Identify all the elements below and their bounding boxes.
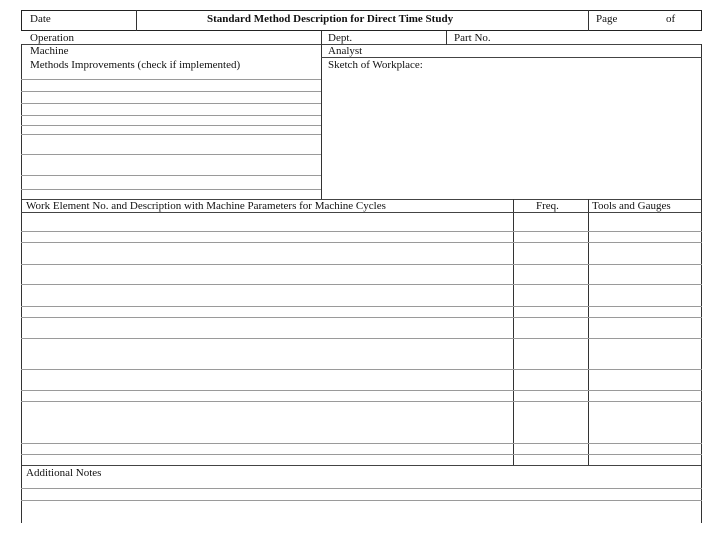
tools-column-divider	[588, 199, 589, 465]
table-row-line	[21, 231, 702, 232]
sketch-divider	[321, 44, 322, 200]
table-row-line	[21, 454, 702, 455]
table-row-line	[21, 369, 702, 370]
methods-line	[21, 115, 321, 116]
analyst-row-bottom	[321, 57, 702, 58]
right-border-upper	[701, 44, 702, 200]
right-border-table	[701, 199, 702, 465]
table-row-line	[21, 242, 702, 243]
methods-line	[21, 175, 321, 176]
methods-line	[21, 103, 321, 104]
table-row-line	[21, 284, 702, 285]
part-no-label: Part No.	[454, 32, 491, 44]
table-row-line	[21, 443, 702, 444]
notes-line	[21, 488, 702, 489]
header-divider-2	[588, 10, 589, 31]
freq-column-divider	[513, 199, 514, 465]
page-of-label: of	[666, 13, 676, 25]
left-border-upper	[21, 44, 22, 200]
operation-label: Operation	[30, 32, 74, 44]
additional-notes-label: Additional Notes	[26, 467, 102, 479]
table-row-line	[21, 338, 702, 339]
methods-line	[21, 134, 321, 135]
table-row-line	[21, 317, 702, 318]
header-divider-1	[136, 10, 137, 31]
sketch-of-workplace-label: Sketch of Workplace:	[328, 59, 423, 71]
machine-label: Machine	[30, 45, 69, 57]
methods-line	[21, 79, 321, 80]
analyst-label: Analyst	[328, 45, 363, 57]
left-border-table	[21, 199, 22, 465]
methods-improvements-label: Methods Improvements (check if implemented)	[30, 59, 241, 71]
notes-line	[21, 500, 702, 501]
methods-line	[21, 91, 321, 92]
table-row-line	[21, 401, 702, 402]
operation-divider-2	[446, 31, 447, 45]
freq-header: Freq.	[536, 200, 559, 212]
table-row-line	[21, 264, 702, 265]
table-row-line	[21, 306, 702, 307]
dept-label: Dept.	[328, 32, 353, 44]
right-border-notes	[701, 465, 702, 523]
work-element-header: Work Element No. and Description with Machine Parameters for Machine Cycles	[26, 200, 386, 212]
methods-line	[21, 125, 321, 126]
table-row-line	[21, 390, 702, 391]
methods-line	[21, 154, 321, 155]
table-header-bottom	[21, 212, 702, 213]
methods-line	[21, 189, 321, 190]
table-bottom-border	[21, 465, 702, 466]
operation-divider-1	[321, 31, 322, 45]
page-label: Page	[596, 13, 618, 25]
date-label: Date	[30, 13, 51, 25]
tools-gauges-header: Tools and Gauges	[592, 200, 671, 212]
form-title: Standard Method Description for Direct Time Study	[207, 13, 454, 25]
left-border-notes	[21, 465, 22, 523]
